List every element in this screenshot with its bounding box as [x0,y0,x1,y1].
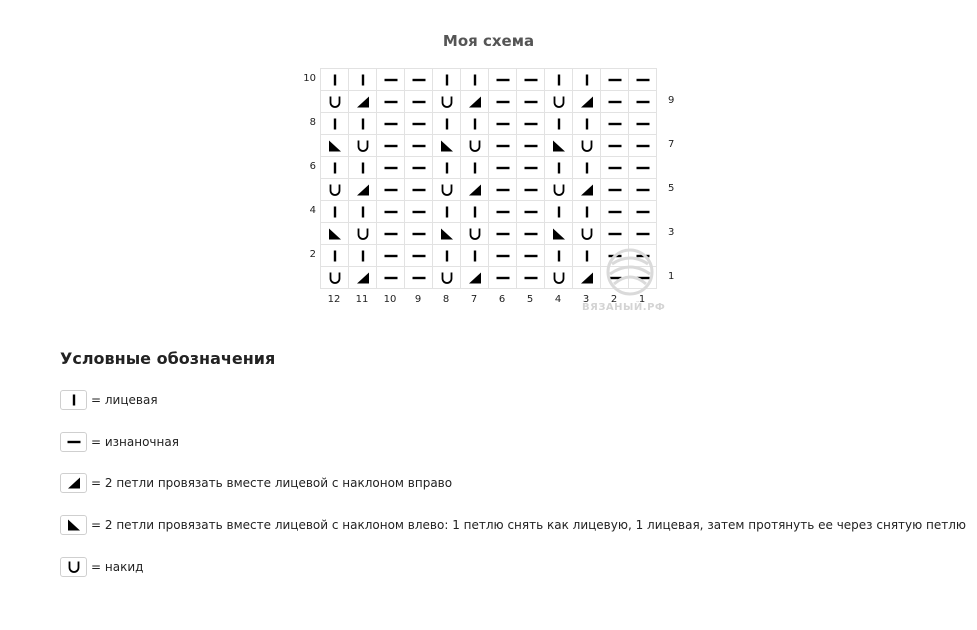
purl-stitch-icon [524,139,538,153]
right-decrease-icon [580,271,594,285]
left-decrease-icon [552,227,566,241]
right-decrease-icon [580,183,594,197]
chart-cell [433,113,461,135]
left-decrease-icon [67,518,81,532]
chart-cell [489,135,517,157]
chart-cell [433,179,461,201]
chart-cell [629,135,657,157]
left-decrease-icon [440,139,454,153]
chart-cell [601,201,629,223]
column-number: 7 [470,294,478,305]
chart-cell [377,245,405,267]
chart-cell [405,223,433,245]
right-decrease-icon [67,476,81,490]
chart-cell [573,179,601,201]
chart-cell [545,245,573,267]
knit-stitch-icon [468,73,482,87]
right-decrease-icon [580,95,594,109]
chart-cell [349,91,377,113]
chart-cell [433,91,461,113]
chart-cell [321,113,349,135]
yarn-over-icon [356,227,370,241]
yarn-over-icon [552,183,566,197]
purl-stitch-icon [496,161,510,175]
chart-cell [545,223,573,245]
purl-stitch-icon [384,117,398,131]
knit-stitch-icon [468,205,482,219]
legend-symbol-box [60,473,87,493]
purl-stitch-icon [412,117,426,131]
purl-stitch-icon [384,95,398,109]
legend-label: = 2 петли провязать вместе лицевой с наклоном вправо [91,476,453,490]
purl-stitch-icon [524,227,538,241]
knit-stitch-icon [440,117,454,131]
chart-cell [377,267,405,289]
purl-stitch-icon [496,183,510,197]
purl-stitch-icon [384,271,398,285]
knit-stitch-icon [440,161,454,175]
purl-stitch-icon [636,205,650,219]
purl-stitch-icon [608,227,622,241]
chart-cell [629,91,657,113]
yarn-over-icon [67,560,81,574]
chart-cell [545,201,573,223]
purl-stitch-icon [67,435,81,449]
chart-cell [629,179,657,201]
chart-cell [461,245,489,267]
purl-stitch-icon [636,73,650,87]
purl-stitch-icon [412,183,426,197]
column-number: 6 [498,294,506,305]
chart-cell [405,179,433,201]
chart-cell [433,135,461,157]
chart-cell [321,69,349,91]
chart-cell [433,267,461,289]
chart-grid [320,68,657,289]
chart-cell [489,179,517,201]
chart-cell [489,69,517,91]
chart-cell [601,223,629,245]
purl-stitch-icon [524,271,538,285]
purl-stitch-icon [524,95,538,109]
row-number-right: 7 [668,139,675,150]
chart-cell [629,113,657,135]
purl-stitch-icon [496,227,510,241]
left-decrease-icon [328,139,342,153]
knit-stitch-icon [328,249,342,263]
chart-cell [489,223,517,245]
chart-cell [461,179,489,201]
chart-cell [433,245,461,267]
legend-item [60,431,179,453]
yarn-over-icon [468,139,482,153]
purl-stitch-icon [636,161,650,175]
chart-cell [461,267,489,289]
chart-cell [433,157,461,179]
knit-stitch-icon [468,117,482,131]
chart-cell [601,69,629,91]
chart-cell [321,179,349,201]
chart-cell [349,69,377,91]
legend-label: = изнаночная [91,435,179,449]
purl-stitch-icon [608,205,622,219]
chart-cell [405,91,433,113]
chart-cell [377,91,405,113]
purl-stitch-icon [412,73,426,87]
knit-stitch-icon [356,249,370,263]
chart-cell [321,267,349,289]
chart-cell [489,201,517,223]
chart-cell [601,267,629,289]
purl-stitch-icon [608,183,622,197]
chart-cell [629,201,657,223]
purl-stitch-icon [524,205,538,219]
chart-cell [601,157,629,179]
chart-cell [349,113,377,135]
yarn-over-icon [328,95,342,109]
purl-stitch-icon [384,205,398,219]
knit-stitch-icon [440,249,454,263]
row-number-right: 5 [668,183,675,194]
yarn-over-icon [328,183,342,197]
purl-stitch-icon [496,205,510,219]
column-number: 2 [610,294,618,305]
purl-stitch-icon [636,249,650,263]
chart-cell [545,179,573,201]
column-labels [320,294,656,305]
chart-cell [601,179,629,201]
chart-cell [573,91,601,113]
row-number-right: 3 [668,227,675,238]
chart-cell [573,135,601,157]
yarn-over-icon [580,227,594,241]
chart-cell [461,201,489,223]
chart-cell [349,223,377,245]
left-decrease-icon [440,227,454,241]
chart-cell [601,113,629,135]
legend-item [60,472,452,494]
knit-stitch-icon [356,161,370,175]
chart-cell [377,201,405,223]
row-number-left: 6 [309,161,316,172]
knit-stitch-icon [580,73,594,87]
chart-cell [629,267,657,289]
chart-cell [349,201,377,223]
chart-cell [573,267,601,289]
chart-cell [405,245,433,267]
row-number-left: 4 [309,205,316,216]
knit-stitch-icon [468,161,482,175]
purl-stitch-icon [412,205,426,219]
yarn-over-icon [552,271,566,285]
chart-cell [517,223,545,245]
purl-stitch-icon [384,139,398,153]
chart-cell [629,69,657,91]
legend-symbol-box [60,557,87,577]
chart-cell [405,113,433,135]
purl-stitch-icon [636,227,650,241]
purl-stitch-icon [496,95,510,109]
knit-stitch-icon [356,73,370,87]
chart-cell [573,223,601,245]
right-decrease-icon [356,271,370,285]
legend-label: = лицевая [91,393,158,407]
chart-cell [405,267,433,289]
purl-stitch-icon [636,117,650,131]
chart-cell [433,201,461,223]
legend-label: = накид [91,560,144,574]
chart-cell [321,91,349,113]
knit-stitch-icon [580,249,594,263]
chart-cell [461,223,489,245]
chart-cell [601,135,629,157]
chart-cell [489,157,517,179]
knit-stitch-icon [552,249,566,263]
legend-title: Условные обозначения [60,349,276,368]
purl-stitch-icon [412,139,426,153]
purl-stitch-icon [636,139,650,153]
chart-cell [517,179,545,201]
chart-cell [545,157,573,179]
chart-cell [321,157,349,179]
chart-cell [349,135,377,157]
knitting-chart [300,66,690,322]
purl-stitch-icon [608,271,622,285]
knit-stitch-icon [552,161,566,175]
left-decrease-icon [328,227,342,241]
knit-stitch-icon [552,117,566,131]
purl-stitch-icon [384,73,398,87]
chart-cell [433,69,461,91]
purl-stitch-icon [496,139,510,153]
chart-cell [461,135,489,157]
purl-stitch-icon [524,161,538,175]
purl-stitch-icon [524,73,538,87]
legend-symbol-box [60,390,87,410]
purl-stitch-icon [496,249,510,263]
yarn-over-icon [440,183,454,197]
knit-stitch-icon [328,161,342,175]
purl-stitch-icon [496,271,510,285]
chart-cell [545,69,573,91]
chart-title: Моя схема [442,32,535,50]
yarn-over-icon [328,271,342,285]
chart-cell [349,179,377,201]
legend-label: = 2 петли провязать вместе лицевой с наклоном влево: 1 петлю снять как лицевую, 1 лицевая, затем протянуть ее через снятую петлю [91,518,967,532]
purl-stitch-icon [384,249,398,263]
chart-cell [573,201,601,223]
legend-symbol-box [60,515,87,535]
right-decrease-icon [468,183,482,197]
left-decrease-icon [552,139,566,153]
purl-stitch-icon [384,227,398,241]
purl-stitch-icon [412,95,426,109]
chart-cell [489,267,517,289]
chart-cell [517,201,545,223]
knit-stitch-icon [580,117,594,131]
knit-stitch-icon [580,205,594,219]
purl-stitch-icon [384,161,398,175]
right-decrease-icon [468,271,482,285]
row-number-right: 1 [668,271,675,282]
chart-cell [321,223,349,245]
chart-cell [461,91,489,113]
purl-stitch-icon [496,117,510,131]
chart-cell [517,267,545,289]
row-number-left: 8 [309,117,316,128]
knit-stitch-icon [356,205,370,219]
knit-stitch-icon [356,117,370,131]
yarn-over-icon [440,95,454,109]
chart-cell [517,157,545,179]
chart-cell [545,267,573,289]
chart-cell [461,157,489,179]
chart-cell [573,69,601,91]
purl-stitch-icon [608,117,622,131]
knit-stitch-icon [328,73,342,87]
chart-cell [629,157,657,179]
chart-cell [545,135,573,157]
chart-cell [433,223,461,245]
column-number: 10 [383,294,397,305]
chart-cell [489,91,517,113]
chart-cell [405,135,433,157]
purl-stitch-icon [412,227,426,241]
purl-stitch-icon [496,73,510,87]
column-number: 5 [526,294,534,305]
purl-stitch-icon [412,249,426,263]
knit-stitch-icon [328,117,342,131]
purl-stitch-icon [608,161,622,175]
chart-cell [377,113,405,135]
chart-cell [573,113,601,135]
column-number: 9 [414,294,422,305]
chart-cell [573,157,601,179]
chart-cell [629,245,657,267]
chart-cell [461,69,489,91]
chart-cell [517,91,545,113]
chart-cell [489,113,517,135]
column-number: 3 [582,294,590,305]
purl-stitch-icon [608,139,622,153]
chart-cell [517,113,545,135]
chart-cell [349,157,377,179]
yarn-over-icon [468,227,482,241]
right-decrease-icon [356,95,370,109]
row-number-left: 2 [309,249,316,260]
chart-cell [349,245,377,267]
chart-cell [377,179,405,201]
watermark-text: ВЯЗАНЫЙ.РФ [582,302,666,313]
purl-stitch-icon [412,271,426,285]
chart-cell [321,135,349,157]
yarn-over-icon [552,95,566,109]
column-number: 1 [638,294,646,305]
purl-stitch-icon [524,249,538,263]
purl-stitch-icon [412,161,426,175]
knit-stitch-icon [552,205,566,219]
chart-cell [545,113,573,135]
legend-item [60,556,143,578]
knit-stitch-icon [580,161,594,175]
chart-cell [321,201,349,223]
column-number: 11 [355,294,369,305]
chart-cell [517,135,545,157]
legend-item [60,389,158,411]
purl-stitch-icon [524,183,538,197]
knit-stitch-icon [468,249,482,263]
chart-cell [405,69,433,91]
chart-cell [405,201,433,223]
legend-item [60,514,966,536]
right-decrease-icon [468,95,482,109]
chart-cell [405,157,433,179]
purl-stitch-icon [636,183,650,197]
right-decrease-icon [356,183,370,197]
knit-stitch-icon [328,205,342,219]
yarn-over-icon [440,271,454,285]
chart-cell [377,69,405,91]
purl-stitch-icon [608,249,622,263]
chart-cell [377,223,405,245]
chart-cell [545,91,573,113]
yarn-over-icon [356,139,370,153]
chart-cell [517,245,545,267]
legend-symbol-box [60,432,87,452]
purl-stitch-icon [524,117,538,131]
purl-stitch-icon [384,183,398,197]
knit-stitch-icon [440,73,454,87]
knit-stitch-icon [67,393,81,407]
column-number: 8 [442,294,450,305]
row-number-right: 9 [668,95,675,106]
purl-stitch-icon [608,95,622,109]
chart-cell [517,69,545,91]
purl-stitch-icon [636,271,650,285]
chart-cell [489,245,517,267]
column-number: 4 [554,294,562,305]
purl-stitch-icon [608,73,622,87]
chart-cell [377,135,405,157]
chart-cell [461,113,489,135]
chart-cell [601,91,629,113]
chart-cell [573,245,601,267]
chart-cell [349,267,377,289]
chart-cell [377,157,405,179]
yarn-over-icon [580,139,594,153]
column-number: 12 [327,294,341,305]
chart-cell [601,245,629,267]
row-number-left: 10 [303,73,316,84]
purl-stitch-icon [636,95,650,109]
knit-stitch-icon [552,73,566,87]
knit-stitch-icon [440,205,454,219]
chart-cell [629,223,657,245]
chart-cell [321,245,349,267]
